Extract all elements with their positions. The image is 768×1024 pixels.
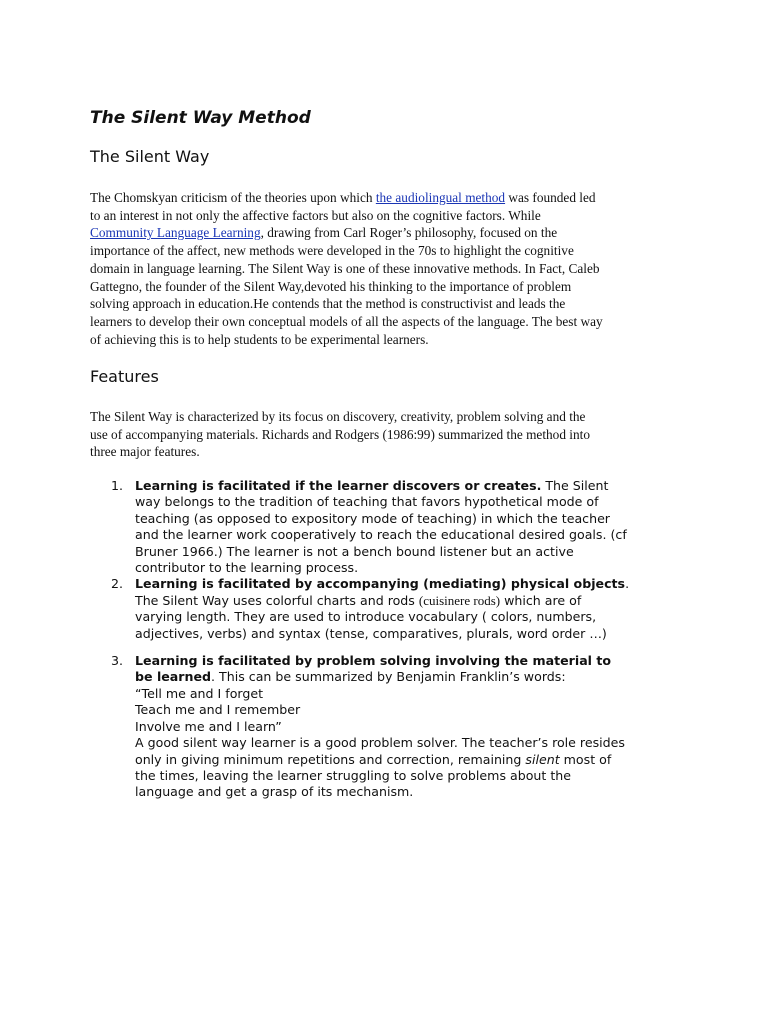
paragraph-line: importance of the affect, new methods were developed in the 70s to highlight the cognitive xyxy=(90,243,574,259)
quote-line: Involve me and I learn” xyxy=(135,718,282,734)
paragraph-line: three major features. xyxy=(90,444,200,460)
section-heading-silent-way: The Silent Way xyxy=(90,147,210,166)
list-line xyxy=(135,593,680,609)
list-item xyxy=(90,478,680,576)
text-span: was founded led xyxy=(505,190,596,205)
list-line xyxy=(135,653,680,669)
text-span: The Chomskyan criticism of the theories upon which xyxy=(90,190,376,205)
features-list xyxy=(90,478,680,801)
list-line: contributor to the learning process. xyxy=(135,560,359,576)
text-span: (cuisinere rods) xyxy=(418,592,501,608)
feature-lead: Learning is facilitated by accompanying (mediating) physical objects xyxy=(135,576,626,592)
list-item xyxy=(90,653,680,801)
paragraph-line: Gattegno, the founder of the Silent Way,devoted his thinking to the importance of problem xyxy=(90,278,572,294)
text-span: The Silent xyxy=(541,478,609,493)
list-line: way belongs to the tradition of teaching that favors hypothetical mode of xyxy=(135,494,599,510)
list-line: varying length. They are used to introduce vocabulary ( colors, numbers, xyxy=(135,609,597,625)
quote-line: Teach me and I remember xyxy=(135,702,301,718)
text-span: The Silent Way uses colorful charts and rods xyxy=(135,592,419,608)
list-line xyxy=(135,752,680,768)
list-number: 2. xyxy=(111,576,124,592)
text-span: only in giving minimum repetitions and correction, remaining xyxy=(135,751,526,767)
list-line: Bruner 1966.) The learner is not a bench bound listener but an active xyxy=(135,543,574,559)
list-line: teaching (as opposed to expository mode of teaching) in which the teacher xyxy=(135,510,610,526)
text-span: . xyxy=(625,576,630,592)
quote-line: “Tell me and I forget xyxy=(135,685,264,701)
feature-lead-punct: . xyxy=(536,478,542,493)
emphasis-silent: silent xyxy=(525,751,560,767)
document-title: The Silent Way Method xyxy=(90,108,311,128)
text-span: most of xyxy=(559,751,612,767)
paragraph-line: use of accompanying materials. Richards and Rodgers (1986:99) summarized the method into xyxy=(90,426,590,442)
paragraph-line xyxy=(90,189,676,207)
list-line: and the learner work cooperatively to reach the educational desired goals. (cf xyxy=(135,527,627,543)
list-number: 1. xyxy=(111,478,124,493)
section-heading-features: Features xyxy=(90,367,159,386)
list-line: adjectives, verbs) and syntax (tense, comparatives, plurals, word order …) xyxy=(135,625,607,641)
paragraph-line: of achieving this is to help students to be experimental learners. xyxy=(90,331,429,347)
paragraph-line: solving approach in education.He contends that the method is constructivist and leads the xyxy=(90,296,566,312)
paragraph-line: domain in language learning. The Silent Way is one of these innovative methods. In Fact, Caleb xyxy=(90,260,600,276)
features-intro-paragraph xyxy=(90,408,676,461)
list-line: the times, leaving the learner struggling to solve problems about the xyxy=(135,767,572,783)
list-line xyxy=(135,669,680,685)
community-language-learning-link[interactable]: Community Language Learning xyxy=(90,225,261,241)
paragraph-line: The Silent Way is characterized by its focus on discovery, creativity, problem solving and the xyxy=(90,409,586,424)
list-line: A good silent way learner is a good problem solver. The teacher’s role resides xyxy=(135,735,625,751)
list-line: language and get a grasp of its mechanism. xyxy=(135,784,414,800)
paragraph-line: to an interest in not only the affective factors but also on the cognitive factors. While xyxy=(90,207,541,223)
list-line xyxy=(135,478,680,494)
text-span: . This can be summarized by Benjamin Franklin’s words: xyxy=(211,669,566,685)
list-item xyxy=(90,576,680,642)
text-span: which are of xyxy=(500,592,582,608)
feature-lead: Learning is facilitated if the learner discovers or creates xyxy=(135,478,537,493)
list-line xyxy=(135,576,680,592)
text-span: , drawing from Carl Roger’s philosophy, focused on the xyxy=(260,225,558,241)
list-number: 3. xyxy=(111,653,124,669)
feature-lead: be learned xyxy=(135,669,212,685)
audiolingual-method-link[interactable]: the audiolingual method xyxy=(375,190,506,205)
feature-lead: Learning is facilitated by problem solving involving the material to xyxy=(135,653,612,669)
paragraph-line xyxy=(90,224,676,242)
paragraph-line: learners to develop their own conceptual models of all the aspects of the language. The best way xyxy=(90,313,603,329)
silent-way-paragraph xyxy=(90,189,676,348)
